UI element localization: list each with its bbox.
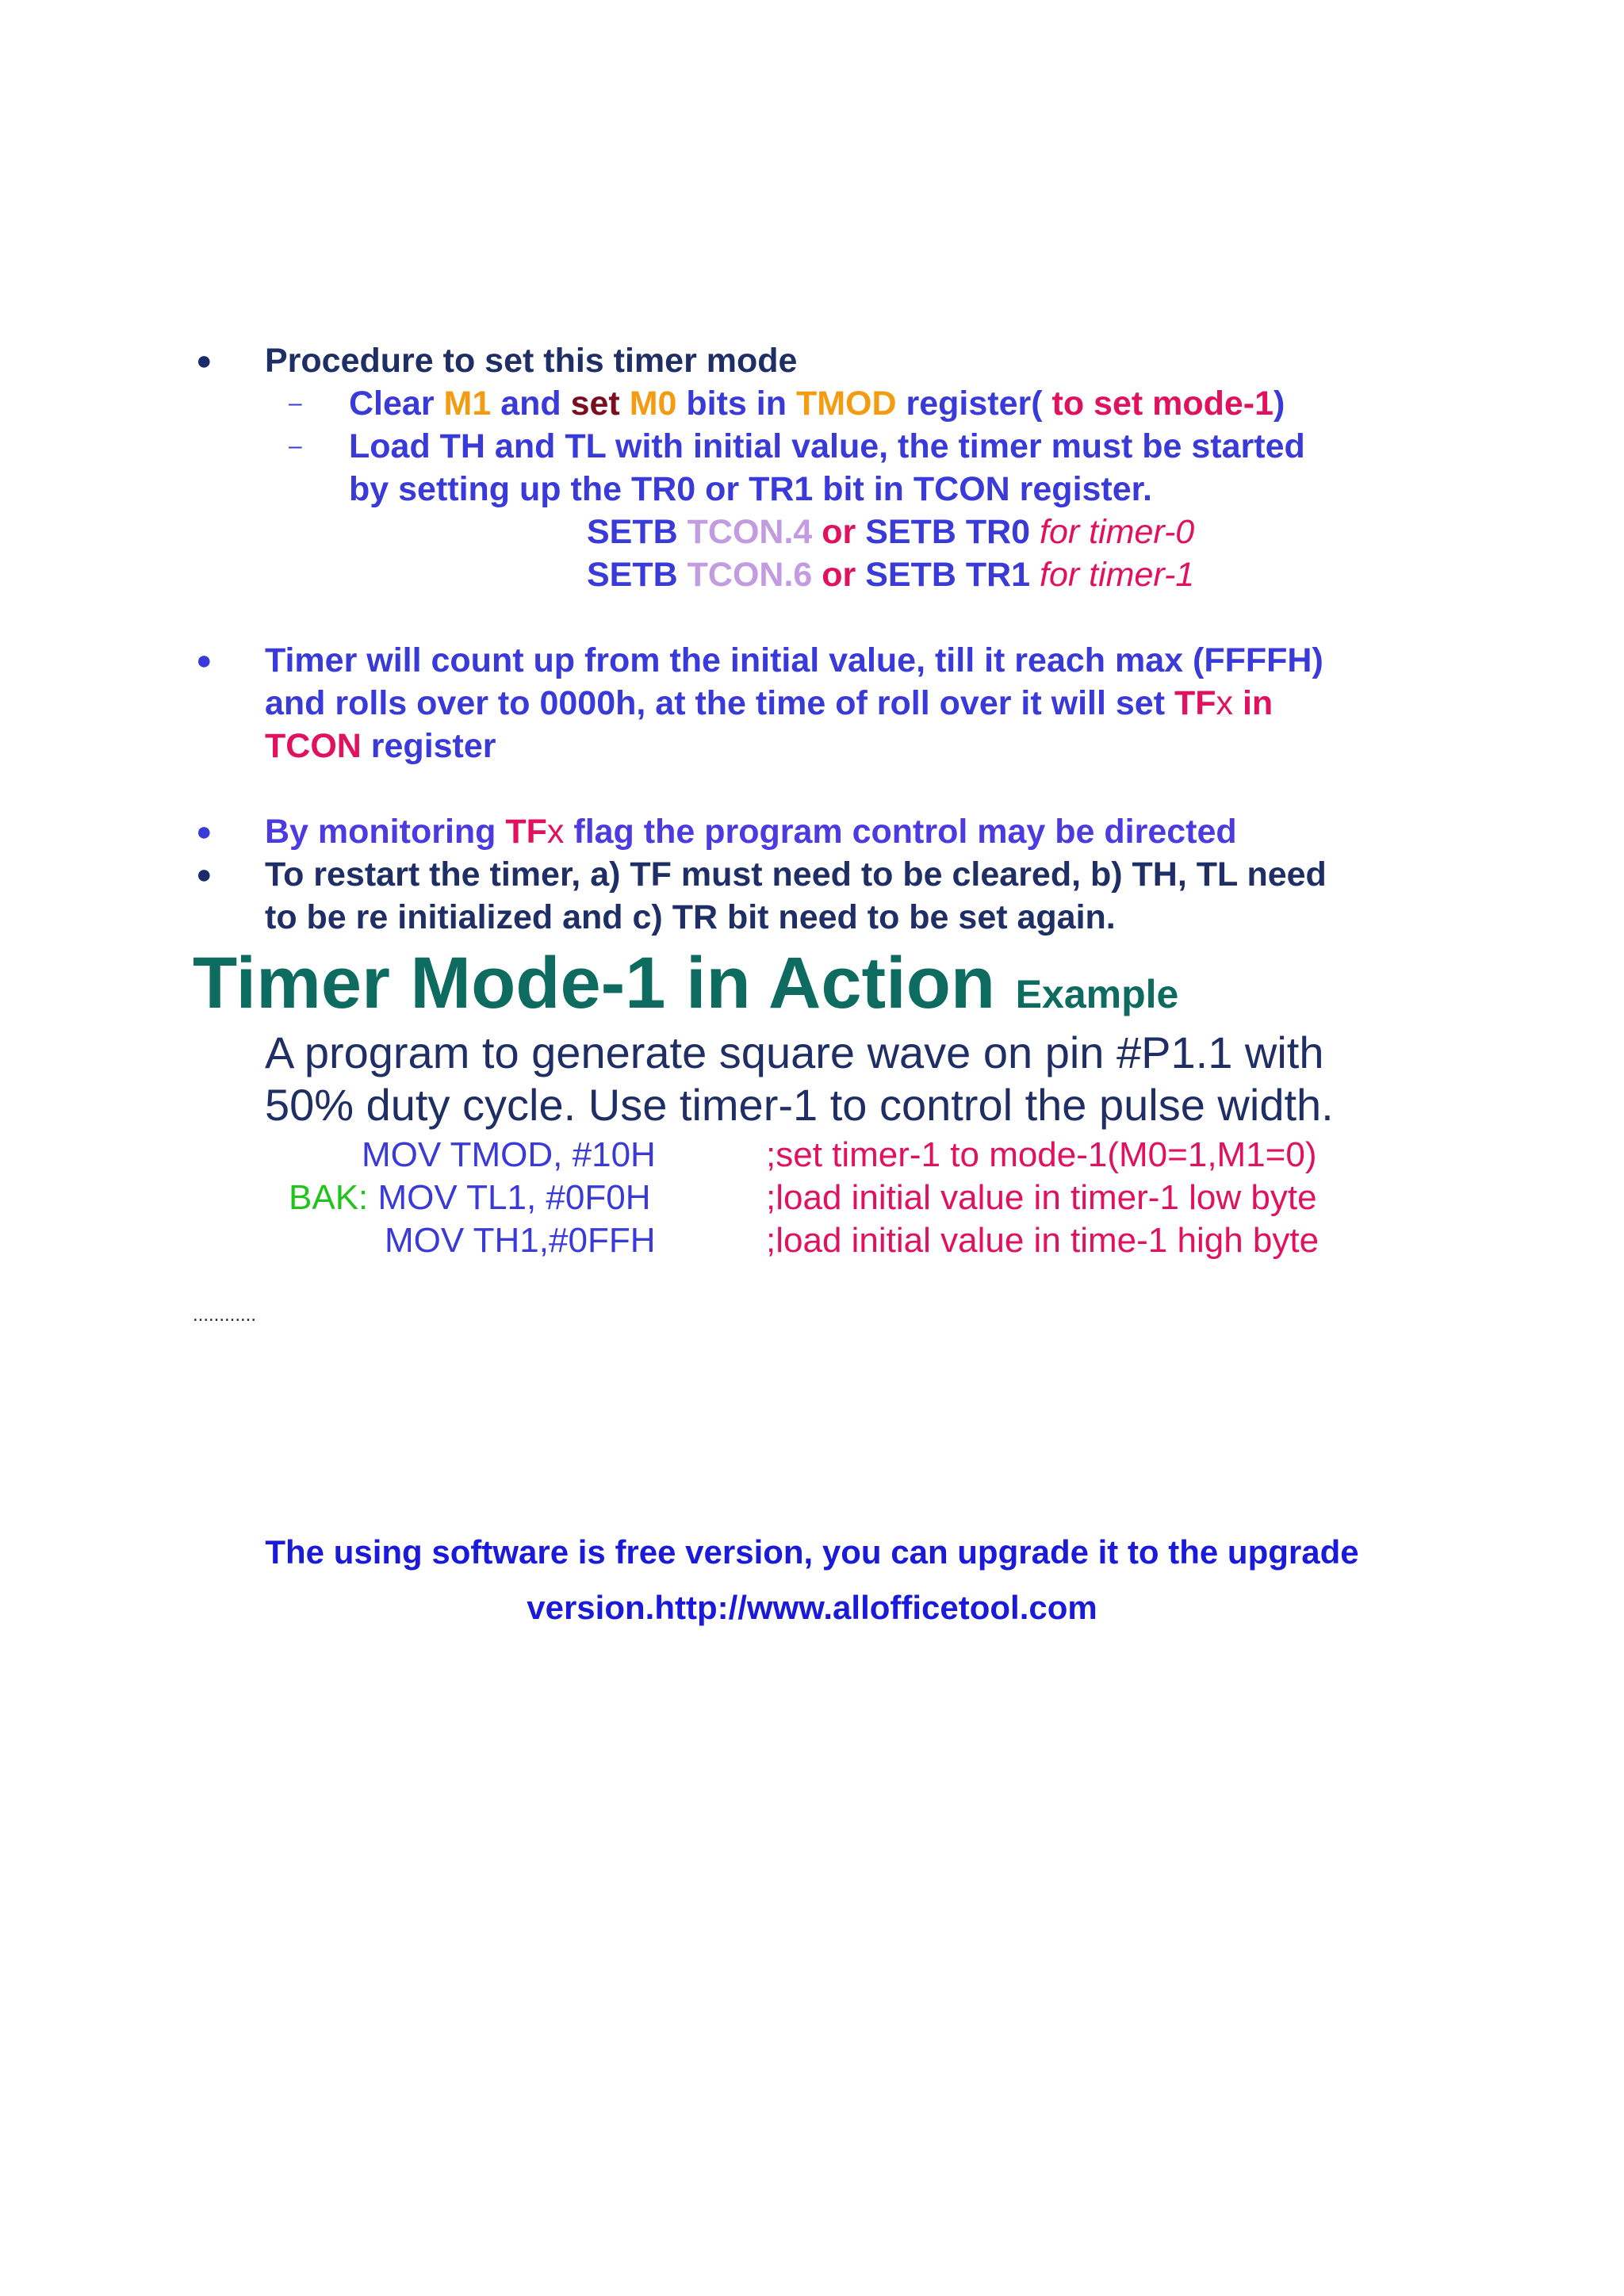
code-instruction: MOV TMOD, #10H xyxy=(362,1135,656,1174)
heading-title: Timer Mode-1 in Action xyxy=(193,943,1016,1024)
bullet-dot: ● xyxy=(196,346,213,376)
setb-timer1-line xyxy=(587,553,1194,596)
text-tcon: TCON xyxy=(265,727,362,765)
text-or: or xyxy=(812,513,866,551)
bullet-monitoring xyxy=(265,810,1237,853)
text-by-monitoring: By monitoring xyxy=(265,813,506,851)
text-tf: TF xyxy=(1174,684,1216,722)
text-m1: M1 xyxy=(443,385,492,423)
bullet-procedure-title: Procedure to set this timer mode xyxy=(265,342,798,380)
code-instruction: MOV TH1,#0FFH xyxy=(385,1221,656,1260)
text-bits-in: bits in xyxy=(676,385,796,423)
bullet-count-line1: Timer will count up from the initial value, till it reach max (FFFFH) xyxy=(265,641,1323,679)
text-space xyxy=(620,385,630,423)
code-line-bak xyxy=(289,1177,651,1219)
sub-bullet-load-line1: Load TH and TL with initial value, the timer must be started xyxy=(349,427,1305,465)
text-tcon4: TCON.4 xyxy=(687,513,813,551)
text-rolls-over: and rolls over to 0000h, at the time of roll over it will set xyxy=(265,684,1174,722)
code-comment: ;load initial value in timer-1 low byte xyxy=(766,1178,1317,1217)
bullet-restart-line2: to be re initialized and c) TR bit need to be set again. xyxy=(265,898,1116,936)
bullet-dot: ● xyxy=(196,645,213,675)
text-to-set-mode: to set mode-1 xyxy=(1051,385,1274,423)
footer-notice-line1: The using software is free version, you can upgrade it to the upgrade xyxy=(265,1533,1359,1571)
text-tf: TF xyxy=(505,813,547,851)
text-tmod: TMOD xyxy=(795,385,897,423)
text-in: in xyxy=(1233,684,1274,722)
setb-timer0-line xyxy=(587,511,1194,553)
bullet-restart-line1: To restart the timer, a) TF must need to be cleared, b) TH, TL need xyxy=(265,855,1327,894)
program-description-line2: 50% duty cycle. Use timer-1 to control the pulse width. xyxy=(265,1080,1334,1130)
text-register: register( xyxy=(896,385,1052,423)
code-label: BAK: xyxy=(289,1178,369,1217)
footer-notice-line2: version.http://www.allofficetool.com xyxy=(527,1589,1097,1626)
sub-bullet-dash: – xyxy=(289,390,302,416)
text-setb-tr0: SETB TR0 xyxy=(865,513,1040,551)
code-comment: ;set timer-1 to mode-1(M0=1,M1=0) xyxy=(766,1135,1317,1174)
code-comment: ;load initial value in time-1 high byte xyxy=(766,1221,1320,1260)
text-register: register xyxy=(361,727,496,765)
text-x: x xyxy=(1216,684,1234,722)
text-for-timer0: for timer-0 xyxy=(1040,513,1195,551)
text-setb: SETB xyxy=(587,513,688,551)
text-x: x xyxy=(546,813,565,851)
text-setb-tr1: SETB TR1 xyxy=(865,556,1040,594)
sub-bullet-load-line2: by setting up the TR0 or TR1 bit in TCON register. xyxy=(349,470,1152,508)
text-set: set xyxy=(570,385,620,423)
code-instruction: MOV TL1, #0F0H xyxy=(368,1178,651,1217)
text-m0: M0 xyxy=(629,385,677,423)
bullet-count-line3 xyxy=(265,725,496,767)
heading-example: Example xyxy=(1015,972,1179,1016)
text-paren: ) xyxy=(1274,385,1285,423)
bullet-dot: ● xyxy=(196,817,213,847)
text-and: and xyxy=(491,385,571,423)
text-setb: SETB xyxy=(587,556,688,594)
text-or: or xyxy=(812,556,866,594)
sub-bullet-clear-bits xyxy=(349,382,1285,425)
program-description-line1: A program to generate square wave on pin #P1.1 with xyxy=(265,1027,1324,1077)
sub-bullet-dash: – xyxy=(289,433,302,459)
text-flag-directed: flag the program control may be directed xyxy=(564,813,1237,851)
section-heading xyxy=(193,939,1178,1038)
text-tcon6: TCON.6 xyxy=(687,556,813,594)
bullet-count-line2 xyxy=(265,682,1273,725)
bullet-dot: ● xyxy=(196,859,213,890)
text-for-timer1: for timer-1 xyxy=(1040,556,1195,594)
ellipsis: ............ xyxy=(193,1304,257,1326)
text-clear: Clear xyxy=(349,385,444,423)
